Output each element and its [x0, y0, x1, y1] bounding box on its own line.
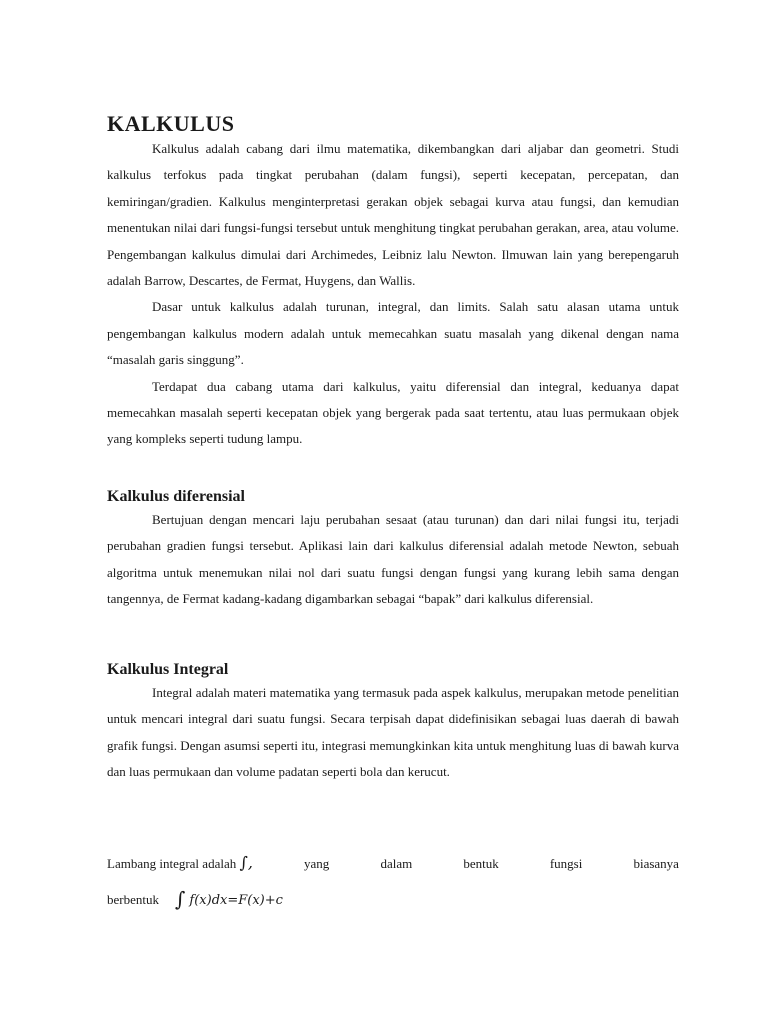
integral-symbol-lead: [107, 850, 253, 877]
integral-sign: ∫: [174, 887, 186, 911]
word-5: biasanya: [633, 856, 679, 871]
formula-line: [107, 884, 283, 914]
word-2: dalam: [380, 856, 413, 871]
intro-section: [107, 136, 679, 453]
integral-formula: [175, 884, 283, 914]
diferensial-paragraph: Bertujuan dengan mencari laju perubahan sesaat (atau turunan) dan dari nilai fungsi itu, terjadi perubahan gradien fungsi tersebut. Aplikasi lain dari kalkulus diferensial adalah metode Newton, sebuah algoritma untuk menemukan nilai nol dari suatu fungsi dengan fungsi yang kurang lebih sama dengan tangennya, de Fermat kadang-kadang digambarkan sebagai “bapak” dari kalkulus diferensial.: [107, 512, 679, 607]
integral-paragraph: Integral adalah materi matematika yang termasuk pada aspek kalkulus, merupakan metode penelitian untuk mencari integral dari suatu fungsi. Secara terpisah dapat didefinisikan sebagai luas daerah di bawah grafik fungsi. Dengan asumsi seperti itu, integrasi memungkinkan kita untuk menghitung luas di bawah kurva dan luas permukaan dan volume padatan seperti bola dan kerucut.: [107, 685, 679, 780]
symbol-lead-text: Lambang integral adalah: [107, 856, 237, 871]
intro-paragraph-2: Dasar untuk kalkulus adalah turunan, integral, dan limits. Salah satu alasan utama untuk pengembangan kalkulus modern adalah untuk memecahkan suatu masalah yang dikenal dengan nama “masalah garis singgung”.: [107, 299, 679, 368]
word-3: bentuk: [463, 856, 499, 871]
formula-lead: berbentuk: [107, 892, 159, 907]
word-4: fungsi: [549, 856, 583, 871]
diferensial-heading: Kalkulus diferensial: [107, 488, 245, 505]
integral-section: [107, 660, 679, 786]
document-title: KALKULUS: [107, 111, 235, 136]
integral-symbol-line: [107, 850, 679, 877]
formula-expression: f(x)dx=F(x)+c: [189, 893, 283, 908]
diferensial-section: [107, 487, 679, 613]
intro-paragraph-1: Kalkulus adalah cabang dari ilmu matematika, dikembangkan dari aljabar dan geometri. Studi kalkulus terfokus pada tingkat perubahan (dalam fungsi), seperti kecepatan, percepatan, dan kemiringan/gradien. Kalkulus menginterpretasi gerakan objek sebagai kurva atau fungsi, dan kemudian menentukan nilai dari fungsi-fungsi tersebut untuk menghitung tingkat perubahan gerakan, area, atau volume. Pengembangan kalkulus dimulai dari Archimedes, Leibniz lalu Newton. Ilmuwan lain yang berepengaruh adalah Barrow, Descartes, de Fermat, Huygens, dan Wallis.: [107, 141, 679, 289]
integral-heading: Kalkulus Integral: [107, 661, 229, 678]
word-1: yang: [304, 856, 330, 871]
intro-paragraph-3: Terdapat dua cabang utama dari kalkulus, yaitu diferensial dan integral, keduanya dapat memecahkan masalah seperti kecepatan objek yang bergerak pada saat tertentu, atau luas permukaan objek yang kompleks seperti tudung lampu.: [107, 378, 679, 447]
integral-symbol: ∫,: [239, 853, 253, 872]
